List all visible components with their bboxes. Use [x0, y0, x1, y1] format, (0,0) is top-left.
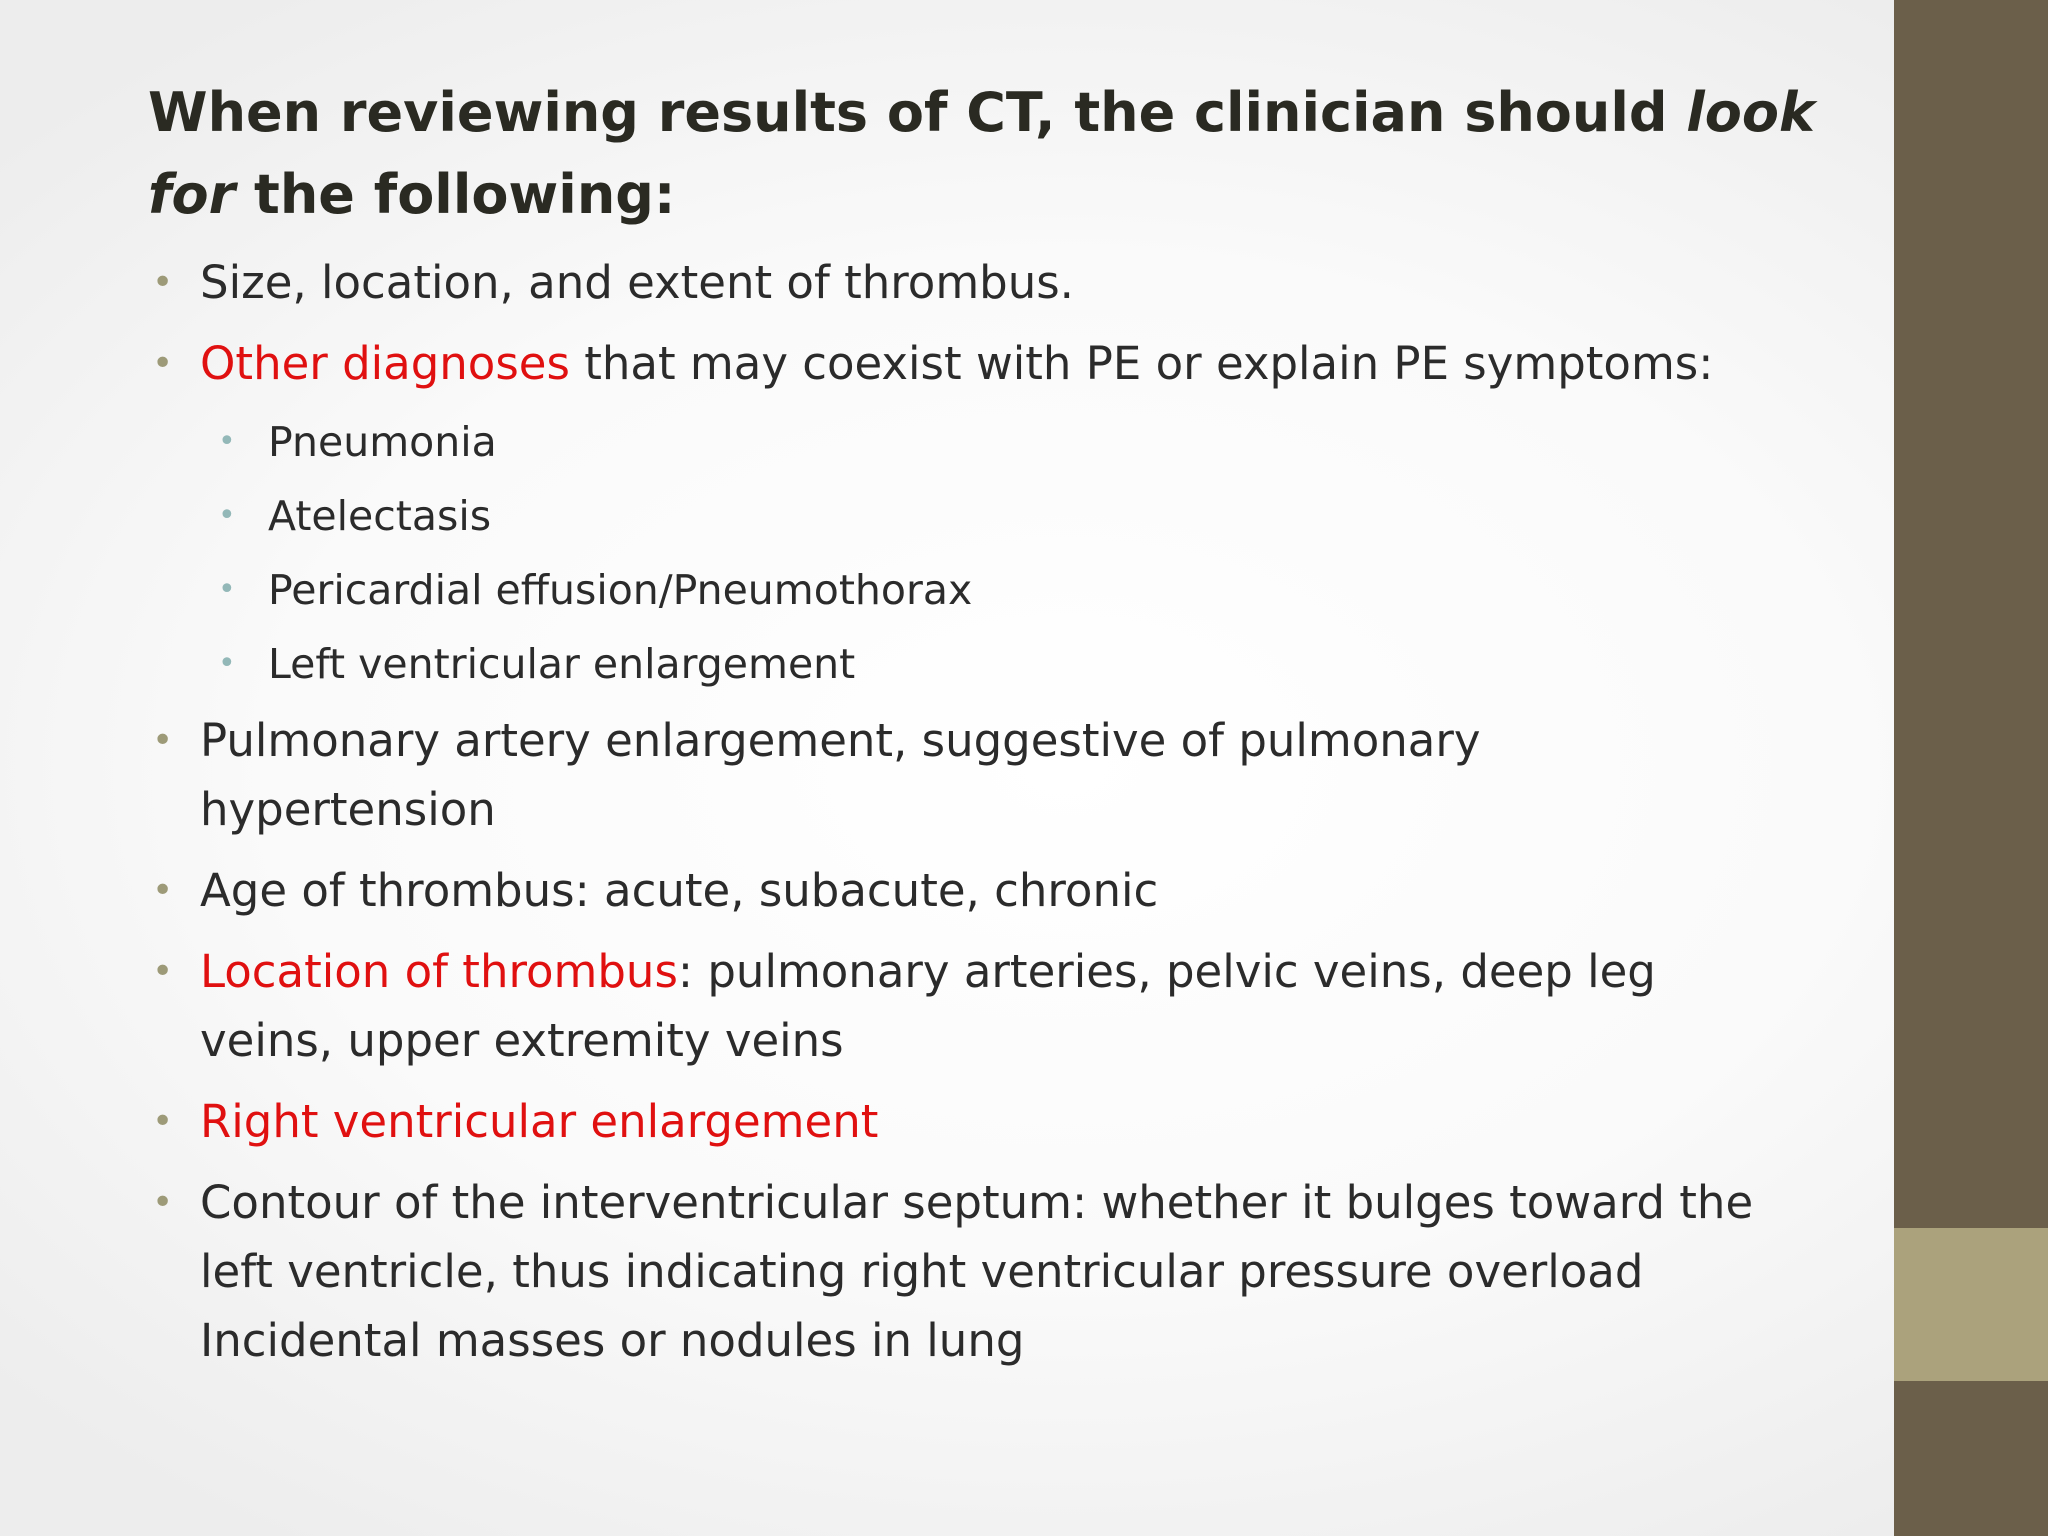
list-item [148, 248, 1848, 317]
bullet-icon: • [152, 720, 174, 761]
item-text: that may coexist with PE or explain PE symptoms: [569, 337, 1714, 390]
item-highlight: Other diagnoses [200, 337, 570, 390]
sub-list-item [148, 632, 1848, 696]
slide-title [148, 72, 1848, 236]
list-item [148, 706, 1620, 844]
list-item [148, 1087, 1848, 1156]
bullet-icon: • [152, 262, 174, 303]
item-continuation-text: Incidental masses or nodules in lung [200, 1314, 1025, 1367]
title-text: When reviewing results of CT, the clinician should [148, 81, 1687, 144]
list-item [148, 937, 1790, 1075]
sub-list-item [148, 410, 1848, 474]
item-highlight: Right ventricular enlargement [200, 1095, 879, 1148]
sub-list-item [148, 484, 1848, 548]
sub-list-item [148, 558, 1848, 622]
sub-item-text: Pneumonia [268, 418, 497, 466]
bullet-icon: • [152, 951, 174, 992]
item-text: Size, location, and extent of thrombus. [200, 256, 1074, 309]
title-emphasis: look for [148, 81, 1815, 226]
item-text: Contour of the interventricular septum: whether it bulges toward the left ventricle, thus indicating right ventricular pressure overload [200, 1176, 1754, 1298]
sub-bullet-icon: • [218, 646, 236, 681]
bullet-icon: • [152, 1101, 174, 1142]
sub-item-text: Left ventricular enlargement [268, 640, 856, 688]
bullet-icon: • [152, 870, 174, 911]
bullet-icon: • [152, 343, 174, 384]
item-highlight: Location of thrombus [200, 945, 678, 998]
sub-item-text: Atelectasis [268, 492, 492, 540]
bullet-icon: • [152, 1182, 174, 1223]
list-item [148, 329, 1848, 398]
sub-bullet-icon: • [218, 572, 236, 607]
list-item [148, 856, 1848, 925]
item-text: : pulmonary arteries, pelvic veins, deep leg veins, upper extremity veins [200, 945, 1656, 1067]
list-item [148, 1168, 1840, 1375]
sidebar-accent-block [1894, 1228, 2048, 1381]
item-text: Age of thrombus: acute, subacute, chronic [200, 864, 1159, 917]
sub-bullet-icon: • [218, 498, 236, 533]
sub-bullet-icon: • [218, 424, 236, 459]
bullet-list [148, 248, 1848, 1387]
sub-item-text: Pericardial effusion/Pneumothorax [268, 566, 973, 614]
item-text: Pulmonary artery enlargement, suggestive of pulmonary hypertension [200, 714, 1481, 836]
title-text-end: the following: [235, 163, 676, 226]
